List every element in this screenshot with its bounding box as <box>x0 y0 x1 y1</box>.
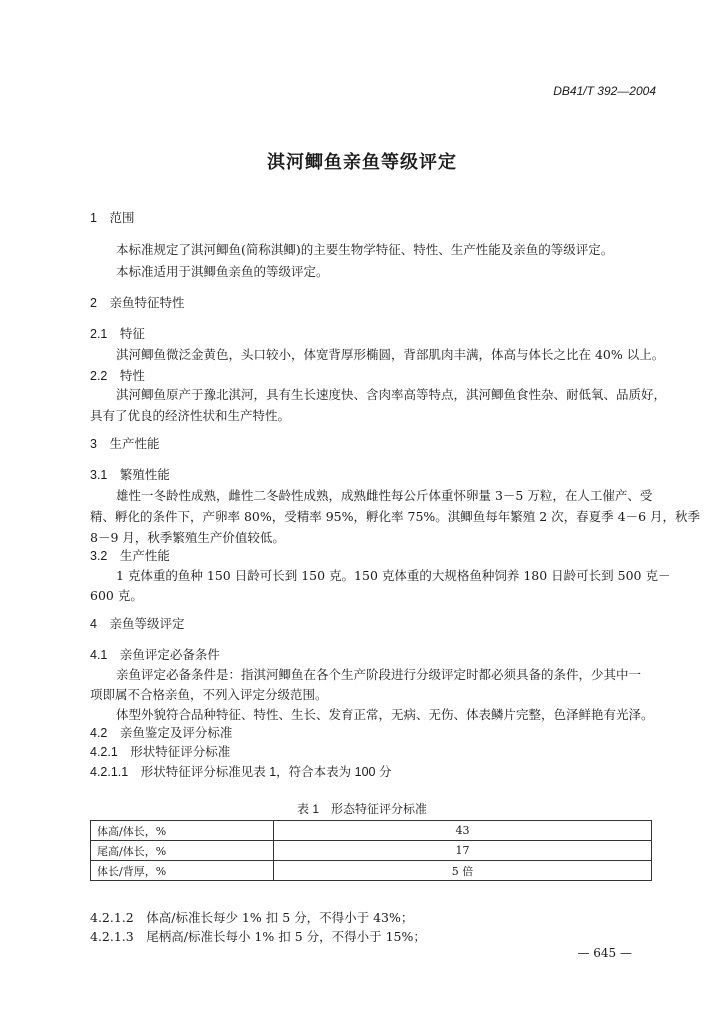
section-3-2-paragraph-line-1: 1 克体重的鱼种 150 日龄可长到 150 克。150 克体重的大规格鱼种饲养 180 日龄可长到 500 克－ <box>116 568 671 583</box>
table-row <box>91 861 652 881</box>
section-4-2-1-2-line: 4.2.1.2 体高/标准长每少 1% 扣 5 分，不得小于 43%； <box>90 910 414 925</box>
section-3-2-paragraph-line-2: 600 克。 <box>90 588 143 603</box>
table-cell-value: 43 <box>274 821 652 841</box>
section-2-2-paragraph-line-2: 具有了优良的经济性状和生产特性。 <box>90 408 291 423</box>
page-title: 淇河鲫鱼亲鱼等级评定 <box>267 152 457 173</box>
section-4-1-paragraph-line-3: 体型外貌符合品种特征、特性、生长、发育正常，无病、无伤、体表鳞片完整，色泽鲜艳有光泽。 <box>116 707 654 722</box>
section-4-1-paragraph-line-1: 亲鱼评定必备条件是：指淇河鲫鱼在各个生产阶段进行分级评定时都必须具备的条件，少其中一 <box>116 667 642 682</box>
table-cell-value: 17 <box>274 841 652 861</box>
section-4-2-1-3-line: 4.2.1.3 尾柄高/标准长每小 1% 扣 5 分，不得小于 15%； <box>90 929 426 944</box>
section-3-2-heading: 3.2 生产性能 <box>90 549 170 563</box>
section-2-2-paragraph-line-1: 淇河鲫鱼原产于豫北淇河，具有生长速度快、含肉率高等特点，淇河鲫鱼食性杂、耐低氧、品质好， <box>116 387 667 402</box>
table-cell-value: 5 倍 <box>274 861 652 881</box>
section-3-1-paragraph-line-2: 精、孵化的条件下，产卵率 80%，受精率 95%，孵化率 75%。淇鲫鱼每年繁殖 2 次，春夏季 4－6 月，秋季 <box>90 509 701 524</box>
section-3-heading: 3 生产性能 <box>90 437 160 451</box>
section-3-1-paragraph-line-3: 8－9 月，秋季繁殖生产价值较低。 <box>90 530 285 545</box>
section-2-1-heading: 2.1 特征 <box>90 327 145 341</box>
section-1-heading: 1 范围 <box>90 211 135 225</box>
page-number: — 645 — <box>577 946 632 960</box>
table-row <box>91 821 652 841</box>
table-cell-label: 体长/背厚，% <box>91 861 274 881</box>
section-1-paragraph-1: 本标准规定了淇河鲫鱼(简称淇鲫)的主要生物学特征、特性、生产性能及亲鱼的等级评定。 <box>116 242 614 257</box>
standard-number: DB41/T 392—2004 <box>553 84 656 98</box>
section-4-heading: 4 亲鱼等级评定 <box>90 617 185 631</box>
table-1 <box>90 820 652 881</box>
section-3-1-paragraph-line-1: 雄性一冬龄性成熟，雌性二冬龄性成熟，成熟雌性每公斤体重怀卵量 3－5 万粒，在人工催产、受 <box>116 488 653 503</box>
table-row <box>91 841 652 861</box>
section-1-paragraph-2: 本标准适用于淇鲫鱼亲鱼的等级评定。 <box>116 264 329 279</box>
section-4-1-heading: 4.1 亲鱼评定必备条件 <box>90 648 220 662</box>
section-4-2-1-1-heading: 4.2.1.1 形状特征评分标准见表 1，符合本表为 100 分 <box>90 765 392 779</box>
section-3-1-heading: 3.1 繁殖性能 <box>90 468 170 482</box>
table-1-caption: 表 1 形态特征评分标准 <box>296 802 427 816</box>
table-cell-label: 体高/体长，% <box>91 821 274 841</box>
table-cell-label: 尾高/体长，% <box>91 841 274 861</box>
section-4-2-1-heading: 4.2.1 形状特征评分标准 <box>90 745 231 759</box>
section-4-1-paragraph-line-2: 项即属不合格亲鱼，不列入评定分级范围。 <box>90 687 328 702</box>
section-4-2-heading: 4.2 亲鱼鉴定及评分标准 <box>90 726 233 740</box>
section-2-heading: 2 亲鱼特征特性 <box>90 296 185 310</box>
section-2-2-heading: 2.2 特性 <box>90 369 145 383</box>
section-2-1-paragraph: 淇河鲫鱼微泛金黄色，头口较小，体宽背厚形椭圆，背部肌肉丰满，体高与体长之比在 40% 以上。 <box>116 347 665 362</box>
